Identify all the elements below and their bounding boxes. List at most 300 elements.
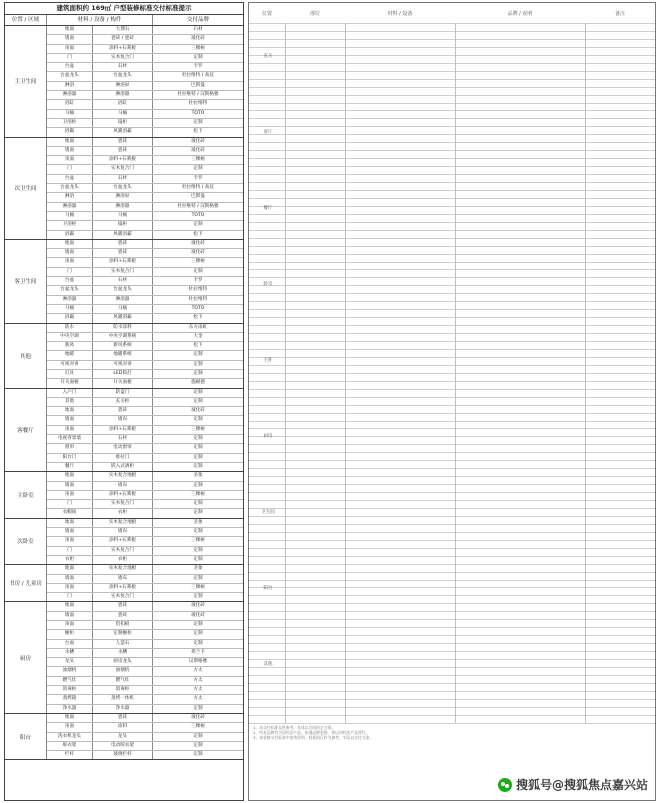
row-brand: 定制 [193, 463, 203, 469]
row-material: 实木复合地板 [93, 472, 153, 480]
grid-row-line [249, 118, 655, 119]
grid-column-line [585, 23, 586, 723]
row-brand: 定制 [193, 482, 203, 488]
row-location: 墙面 [47, 147, 93, 155]
table-row [47, 500, 243, 509]
row-material: 龙头 [93, 733, 153, 741]
row-location: 浴霸 [47, 231, 93, 239]
row-location: 台盆龙头 [47, 72, 93, 80]
row-location: 蒸烤箱 [47, 695, 93, 703]
group-name: 次卫生间 [5, 138, 47, 239]
grid-row-line [249, 715, 655, 716]
row-brand: 定制 [193, 742, 203, 748]
right-spec-table [248, 2, 656, 801]
right-group-label: 其他 [263, 662, 273, 667]
row-location: 门 [47, 593, 93, 601]
row-location: 淋浴 [47, 193, 93, 201]
grid-row-line [249, 564, 655, 565]
grid-row-line [249, 675, 655, 676]
table-row [47, 203, 243, 212]
grid-row-line [249, 222, 655, 223]
row-location: 台盆 [47, 175, 93, 183]
row-brand: 玻化砖 [191, 408, 205, 414]
right-header-material: 材料 / 设备 [387, 10, 413, 17]
row-brand: 汉斯格雅 [188, 659, 208, 665]
row-material: 淋浴器 [93, 91, 153, 99]
row-location: 衣帽间 [47, 509, 93, 517]
row-material: 瓷砖 [93, 714, 153, 722]
table-row [47, 147, 243, 156]
row-brand: 圣象 [193, 566, 203, 572]
row-location: 消毒柜 [47, 686, 93, 694]
grid-row-line [249, 381, 655, 382]
row-location: 灯具 [47, 370, 93, 378]
row-brand: 圣象 [193, 473, 203, 479]
right-group-label: 卧室 [263, 282, 273, 287]
table-row [47, 165, 243, 174]
row-brand: 玻化砖 [191, 138, 205, 144]
table-row [47, 231, 243, 239]
left-table-body [5, 26, 243, 760]
left-table-title: 建筑面积约 169㎡ 户型装修标准交付标准提示 [5, 3, 243, 15]
row-brand: 玻化砖 [191, 612, 205, 618]
row-location: 橱柜 [47, 630, 93, 638]
table-row [47, 444, 243, 453]
table-row [47, 268, 243, 277]
grid-row-line [249, 254, 655, 255]
table-row [47, 584, 243, 593]
row-brand: 弗兰卡 [191, 649, 205, 655]
row-material: 淋浴屏 [93, 193, 153, 201]
grid-row-line [249, 635, 655, 636]
row-brand: 松下 [193, 129, 203, 135]
group-name: 其他 [5, 324, 47, 388]
row-material: 石材 [93, 63, 153, 71]
grid-row-line [249, 389, 655, 390]
row-material: 淋浴器 [93, 296, 153, 304]
row-location: 顶面 [47, 156, 93, 164]
row-location: 新风 [47, 342, 93, 350]
row-brand: 圣象 [193, 519, 203, 525]
right-header-remark: 备注 [614, 10, 625, 17]
grid-row-line [249, 484, 655, 485]
row-location: 台盆龙头 [47, 286, 93, 294]
table-row [47, 398, 243, 407]
grid-row-line [249, 683, 655, 684]
row-material: 石材 [93, 175, 153, 183]
table-row [47, 258, 243, 267]
note-line: 3、本装修交付标准中的效果图、样板间仅作为参考，实际以交付为准。 [253, 735, 374, 741]
row-material: 台盆龙头 [93, 286, 153, 294]
row-location: 浴霸 [47, 314, 93, 322]
row-brand: 定制 [193, 501, 203, 507]
row-location: 地面 [47, 519, 93, 527]
row-material: 墙布 [93, 482, 153, 490]
table-row [47, 175, 243, 184]
grid-row-line [249, 214, 655, 215]
table-row [47, 723, 243, 732]
grid-row-line [249, 87, 655, 88]
table-row [47, 361, 243, 370]
left-group [5, 324, 243, 389]
row-location: 晾衣架 [47, 742, 93, 750]
left-group [5, 472, 243, 518]
document-sheet [4, 2, 656, 801]
row-location: 顶面 [47, 584, 93, 592]
left-group [5, 26, 243, 138]
grid-row-line [249, 134, 655, 135]
row-brand: 玻化砖 [191, 714, 205, 720]
row-brand: 方太 [193, 668, 203, 674]
grid-row-line [249, 47, 655, 48]
row-material: 涂料+石膏板 [93, 584, 153, 592]
grid-row-line [249, 524, 655, 525]
row-location: 墙面 [47, 482, 93, 490]
sohu-logo-icon [498, 778, 512, 792]
row-material: 地暖系统 [93, 351, 153, 359]
row-location: 燃气灶 [47, 677, 93, 685]
row-brand: 定制 [193, 622, 203, 627]
note-line: 2、所有品牌均为同档次产品，如遇品牌更换，将以同档次产品替代。 [253, 730, 370, 736]
group-name: 次卧室 [5, 519, 47, 564]
row-brand: 东方雨虹 [188, 324, 208, 330]
grid-row-line [249, 627, 655, 628]
grid-row-line [249, 325, 655, 326]
row-brand: 定制 [193, 705, 203, 711]
table-row [47, 305, 243, 314]
grid-row-line [249, 460, 655, 461]
row-brand: 定制 [193, 166, 203, 172]
row-material: 台盆龙头 [93, 72, 153, 80]
grid-row-line [249, 397, 655, 398]
grid-row-line [249, 532, 655, 533]
row-location: 地面 [47, 602, 93, 610]
row-material: 马桶 [93, 212, 153, 220]
row-brand: 杜拉维特 / 高仪 [181, 73, 215, 79]
right-header-brand: 品牌 / 说明 [507, 10, 533, 17]
table-row [47, 138, 243, 147]
row-material: 消毒柜 [93, 686, 153, 694]
table-row [47, 491, 243, 500]
right-group-label: 主卧 [263, 358, 273, 363]
row-material: 实木复合门 [93, 268, 153, 276]
table-row [47, 100, 243, 109]
row-material: 实木复合门 [93, 54, 153, 62]
right-table-header [249, 3, 655, 24]
row-location: 墙面 [47, 35, 93, 43]
table-row [47, 342, 243, 351]
row-brand: 卡罗 [193, 278, 203, 284]
row-brand: 定制 [193, 417, 203, 423]
row-brand: 定制 [193, 389, 203, 395]
table-row [47, 110, 243, 119]
grid-row-line [249, 707, 655, 708]
grid-row-line [249, 39, 655, 40]
left-group [5, 519, 243, 565]
row-location: 门 [47, 547, 93, 555]
row-location: 淋浴 [47, 82, 93, 90]
row-material: 油烟机 [93, 667, 153, 675]
table-row [47, 435, 243, 444]
grid-row-line [249, 405, 655, 406]
row-material: 瓷砖 [93, 249, 153, 257]
row-brand: 三棵树 [191, 724, 205, 730]
row-brand: 卡罗 [193, 175, 203, 181]
grid-row-line [249, 587, 655, 588]
row-brand: 三棵树 [191, 426, 205, 432]
grid-row-line [249, 595, 655, 596]
row-material: 实木复合门 [93, 500, 153, 508]
row-brand: 定制 [193, 547, 203, 553]
row-location: 龙头 [47, 658, 93, 666]
left-group [5, 602, 243, 714]
row-brand: 定制 [193, 222, 203, 228]
grid-row-line [249, 508, 655, 509]
row-brand: 方太 [193, 696, 203, 702]
table-row [47, 658, 243, 667]
grid-row-line [249, 301, 655, 302]
row-material: 风暖浴霸 [93, 128, 153, 136]
table-row [47, 426, 243, 435]
row-brand: 松下 [193, 231, 203, 237]
table-row [47, 454, 243, 463]
left-group [5, 714, 243, 760]
row-material: 实木复合地板 [93, 565, 153, 573]
row-brand: 定制 [193, 631, 203, 637]
grid-row-line [249, 492, 655, 493]
grid-column-line [285, 23, 286, 723]
row-material: 衣柜 [93, 556, 153, 564]
row-location: 地面 [47, 565, 93, 573]
row-location: 台盆 [47, 277, 93, 285]
row-location: 衣柜 [47, 556, 93, 564]
table-row [47, 537, 243, 546]
left-group [5, 240, 243, 324]
grid-row-line [249, 556, 655, 557]
row-material: 瓷砖 [93, 240, 153, 248]
grid-row-line [249, 206, 655, 207]
row-material: 墙布 [93, 575, 153, 583]
row-material: 中央空调系统 [93, 333, 153, 341]
row-material: 马桶 [93, 110, 153, 118]
row-material: LED筒灯 [93, 370, 153, 378]
table-row [47, 547, 243, 556]
right-group-label: 厨房 [263, 434, 273, 439]
row-material: 瓷砖 [93, 612, 153, 620]
row-material: 铝扣板 [93, 621, 153, 629]
row-brand: 定制 [193, 454, 203, 460]
group-name: 阳台 [5, 714, 47, 759]
table-row [47, 575, 243, 584]
row-material: 可视对讲 [93, 361, 153, 369]
table-row [47, 389, 243, 398]
table-row [47, 35, 243, 44]
row-material: 新风系统 [93, 342, 153, 350]
table-row [47, 286, 243, 295]
row-brand: 定制 [193, 361, 203, 367]
row-brand: 定制 [193, 436, 203, 442]
right-group-label: 阳台 [263, 586, 273, 591]
row-material: 风暖浴霸 [93, 314, 153, 322]
row-location: 顶面 [47, 491, 93, 499]
grid-row-line [249, 540, 655, 541]
grid-row-line [249, 31, 655, 32]
row-material: 实木复合地板 [93, 519, 153, 527]
row-material: 开关面板 [93, 379, 153, 387]
row-brand: 定制 [193, 556, 203, 562]
row-location: 墙面 [47, 612, 93, 620]
row-brand: 大金 [193, 333, 203, 339]
grid-row-line [249, 500, 655, 501]
grid-row-line [249, 723, 655, 724]
row-location: 防水 [47, 324, 93, 332]
table-row [47, 482, 243, 491]
grid-row-line [249, 699, 655, 700]
group-name: 客卫生间 [5, 240, 47, 323]
table-row [47, 333, 243, 342]
row-brand: 定制 [193, 119, 203, 125]
row-location: 台盆龙头 [47, 184, 93, 192]
row-brand: 定制 [193, 370, 203, 376]
grid-row-line [249, 158, 655, 159]
row-material: 石材 [93, 277, 153, 285]
grid-row-line [249, 333, 655, 334]
row-location: 台面 [47, 640, 93, 648]
row-brand: 杜拉维特 [188, 296, 208, 302]
grid-row-line [249, 572, 655, 573]
row-material: 实木复合门 [93, 593, 153, 601]
row-material: 人造石 [93, 640, 153, 648]
grid-row-line [249, 293, 655, 294]
table-row [47, 630, 243, 639]
grid-row-line [249, 174, 655, 175]
grid-row-line [249, 95, 655, 96]
right-header-part: 部位 [309, 10, 320, 17]
grid-row-line [249, 166, 655, 167]
grid-row-line [249, 230, 655, 231]
grid-row-line [249, 126, 655, 127]
table-row [47, 519, 243, 528]
row-brand: TOTO [191, 305, 205, 311]
table-row [47, 640, 243, 649]
row-location: 顶面 [47, 537, 93, 545]
row-material: 淋浴器 [93, 203, 153, 211]
row-material: 涂料+石膏板 [93, 45, 153, 53]
row-location: 顶面 [47, 723, 93, 731]
row-brand: 定制 [193, 445, 203, 451]
table-row [47, 733, 243, 742]
row-material: 嵌入式酒柜 [93, 463, 153, 471]
grid-row-line [249, 71, 655, 72]
table-row [47, 370, 243, 379]
row-brand: 定制 [193, 752, 203, 758]
row-material: 净水器 [93, 705, 153, 713]
table-row [47, 184, 243, 193]
group-name: 主卧室 [5, 472, 47, 517]
grid-row-line [249, 619, 655, 620]
row-material: 玄关柜 [93, 398, 153, 406]
row-brand: 三棵树 [191, 584, 205, 590]
row-location: 门 [47, 165, 93, 173]
grid-row-line [249, 55, 655, 56]
table-row [47, 54, 243, 63]
grid-row-line [249, 691, 655, 692]
row-brand: 杜拉维特 / 汉斯格雅 [177, 203, 219, 209]
row-location: 其他 [47, 398, 93, 406]
row-brand: 玻化砖 [191, 250, 205, 256]
row-location: 马桶 [47, 212, 93, 220]
row-brand: 定制 [193, 594, 203, 600]
row-material: 镜柜 [93, 119, 153, 127]
row-brand: 杜拉维特 [188, 101, 208, 107]
right-header-position: 位置 [261, 10, 272, 17]
table-row [47, 240, 243, 249]
row-material: 涂料+石膏板 [93, 156, 153, 164]
table-row [47, 416, 243, 425]
row-location: 地暖 [47, 351, 93, 359]
row-location: 净水器 [47, 705, 93, 713]
table-row [47, 82, 243, 91]
row-material: 厨房龙头 [93, 658, 153, 666]
row-brand: 玻化砖 [191, 240, 205, 246]
table-row [47, 565, 243, 574]
right-table-notes [253, 725, 651, 741]
right-group-label: 卫生间 [261, 510, 275, 515]
watermark [498, 776, 648, 793]
grid-row-line [249, 103, 655, 104]
grid-row-line [249, 246, 655, 247]
grid-row-line [249, 643, 655, 644]
row-material: 风暖浴霸 [93, 231, 153, 239]
table-row [47, 212, 243, 221]
table-row [47, 621, 243, 630]
row-material: 玻璃栏杆 [93, 751, 153, 759]
grid-row-line [249, 269, 655, 270]
row-material: 淋浴屏 [93, 82, 153, 90]
row-material: 马桶 [93, 305, 153, 313]
row-location: 油烟机 [47, 667, 93, 675]
grid-row-line [249, 309, 655, 310]
row-material: 水槽 [93, 649, 153, 657]
row-location: 餐厅 [47, 463, 93, 471]
row-material: 衣柜 [93, 509, 153, 517]
group-name: 主卫生间 [5, 26, 47, 137]
table-row [47, 193, 243, 202]
header-material: 材料 / 设备 / 构件 [47, 15, 153, 25]
row-material: 涂料 [93, 723, 153, 731]
row-location: 马桶 [47, 305, 93, 313]
table-row [47, 277, 243, 286]
row-brand: 石材 [193, 27, 203, 32]
header-position: 位置 / 区域 [5, 15, 47, 25]
table-row [47, 351, 243, 360]
row-material: 涂料+石膏板 [93, 426, 153, 434]
row-brand: 松下 [193, 315, 203, 321]
table-row [47, 63, 243, 72]
table-row [47, 156, 243, 165]
row-material: 瓷砖 [93, 147, 153, 155]
row-material: 实木复合门 [93, 165, 153, 173]
row-location: 顶面 [47, 258, 93, 266]
right-table-body [249, 23, 655, 723]
table-row [47, 463, 243, 471]
table-row [47, 528, 243, 537]
row-brand: 定制 [193, 510, 203, 516]
row-location: 墙面 [47, 528, 93, 536]
grid-row-line [249, 238, 655, 239]
table-row [47, 407, 243, 416]
grid-row-line [249, 277, 655, 278]
